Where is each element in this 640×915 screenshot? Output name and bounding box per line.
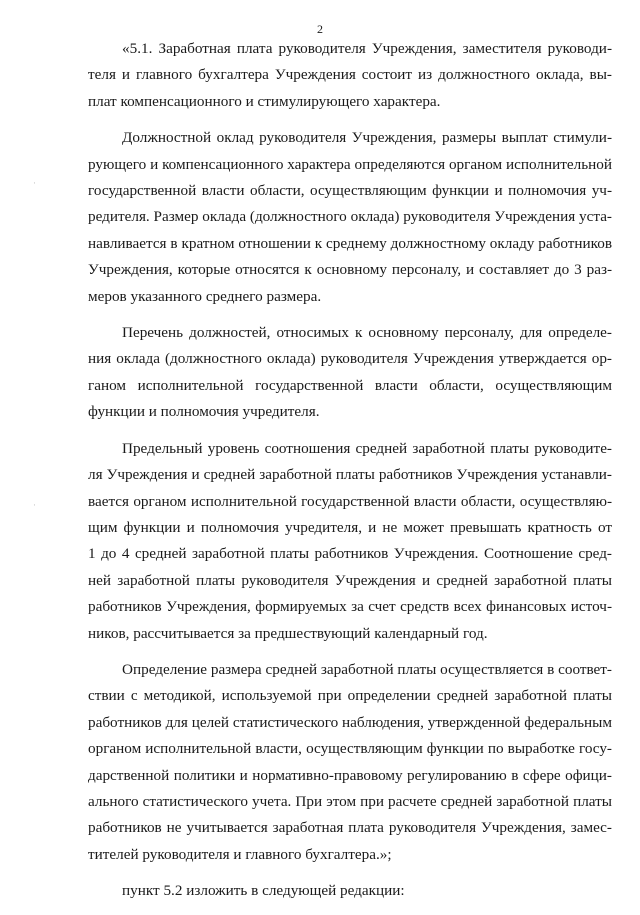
margin-mark: · xyxy=(33,178,36,188)
text-line: пункт 5.2 изложить в следующей редакции: xyxy=(122,882,405,900)
text-line: ней заработной платы руководителя Учреждения и средней заработной платы xyxy=(88,571,612,589)
text-line: работников не учитывается заработная плата руководителя Учреждения, замес- xyxy=(88,819,612,837)
paragraph xyxy=(88,878,612,904)
text-line: щим функции и полномочия учредителя, и не может превышать кратность от xyxy=(88,518,612,536)
text-line: Определение размера средней заработной платы осуществляется в соответ- xyxy=(122,660,612,678)
text-line: Учреждения, которые относятся к основному персоналу, и составляет до 3 раз- xyxy=(88,261,612,279)
text-line: 1 до 4 средней заработной платы работников Учреждения. Соотношение сред- xyxy=(88,545,612,563)
paragraph xyxy=(88,125,612,310)
text-line: ствии с методикой, используемой при определении средней заработной платы xyxy=(88,687,612,705)
text-line: работников для целей статистического наблюдения, утвержденной федеральным xyxy=(88,713,612,731)
text-line: тителей руководителя и главного бухгалтера.»; xyxy=(88,845,392,863)
text-line: навливается в кратном отношении к среднему должностному окладу работников xyxy=(88,234,612,252)
text-line: Предельный уровень соотношения средней заработной платы руководите- xyxy=(122,439,612,457)
text-line: дарственной политики и нормативно-правовому регулированию в сфере офици- xyxy=(88,766,612,784)
page-number: 2 xyxy=(317,22,323,36)
text-line: ального статистического учета. При этом при расчете средней заработной платы xyxy=(88,792,612,810)
text-line: Перечень должностей, относимых к основному персоналу, для определе- xyxy=(122,324,612,342)
text-line: работников Учреждения, формируемых за счет средств всех финансовых источ- xyxy=(88,598,612,616)
text-line: «5.1. Заработная плата руководителя Учреждения, заместителя руководи- xyxy=(122,40,612,57)
paragraph xyxy=(88,320,612,426)
text-line: вается органом исполнительной государственной власти области, осуществляю- xyxy=(88,492,612,510)
text-line: ния оклада (должностного оклада) руководителя Учреждения утверждается ор- xyxy=(88,350,612,368)
text-line: ганом исполнительной государственной власти области, осуществляющим xyxy=(88,376,612,394)
text-line: редителя. Размер оклада (должностного оклада) руководителя Учреждения уста- xyxy=(88,208,612,226)
text-line: плат компенсационного и стимулирующего характера. xyxy=(88,92,441,110)
text-line: меров указанного среднего размера. xyxy=(88,287,322,305)
margin-mark: · xyxy=(33,500,36,510)
text-line: государственной власти области, осуществляющим функции и полномочия уч- xyxy=(88,182,612,200)
text-line: органом исполнительной власти, осуществляющим функции по выработке госу- xyxy=(88,740,612,758)
text-line: ников, рассчитывается за предшествующий календарный год. xyxy=(88,624,488,642)
document-body xyxy=(88,36,612,915)
text-line: Должностной оклад руководителя Учреждения, размеры выплат стимули- xyxy=(122,129,612,147)
paragraph xyxy=(88,657,612,868)
paragraph xyxy=(88,36,612,115)
text-line: функции и полномочия учредителя. xyxy=(88,403,320,421)
text-line: рующего и компенсационного характера определяются органом исполнительной xyxy=(88,155,612,173)
text-line: теля и главного бухгалтера Учреждения состоит из должностного оклада, вы- xyxy=(88,66,612,84)
text-line: ля Учреждения и средней заработной платы работников Учреждения устанавли- xyxy=(88,466,612,484)
paragraph xyxy=(88,436,612,647)
